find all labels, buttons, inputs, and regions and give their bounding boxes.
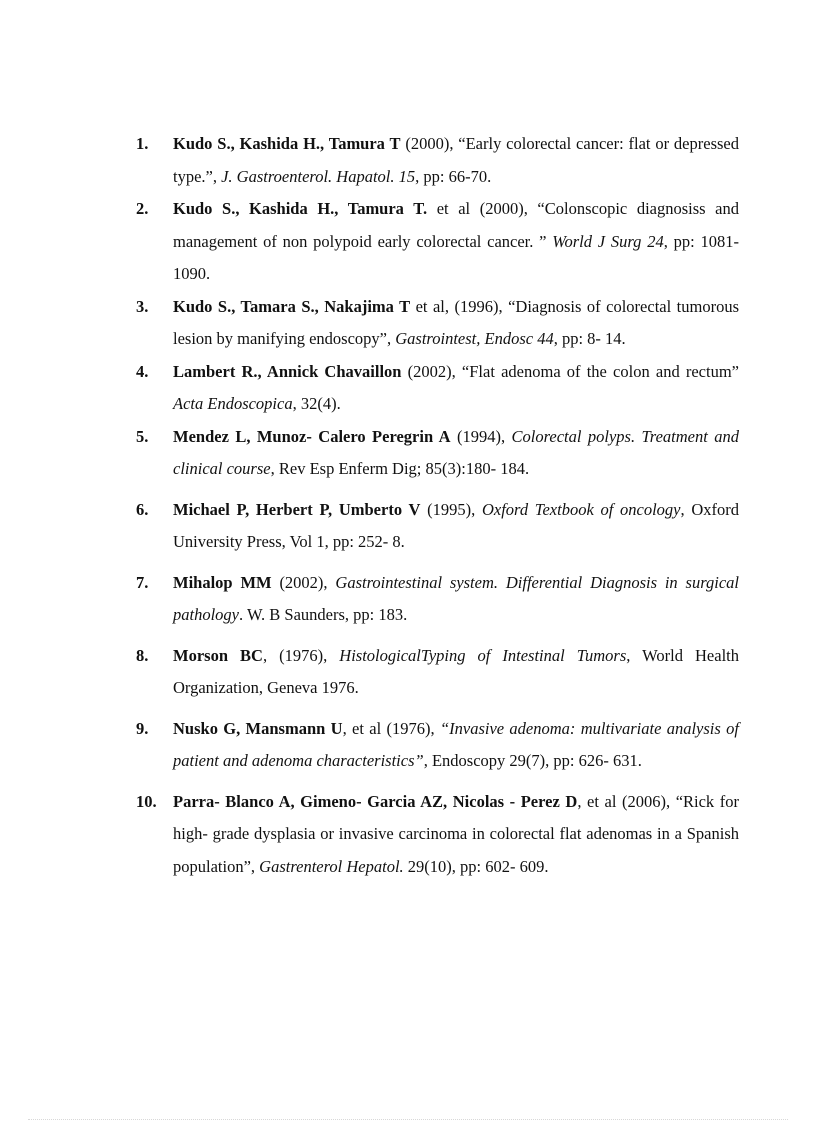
reference-details: , pp: 66-70. [415, 166, 492, 186]
reference-text: , et al (1976), [342, 718, 440, 738]
reference-text: (2000), “Early colorectal cancer: flat or depressed type.”, [173, 134, 739, 186]
reference-number: 2. [136, 199, 149, 218]
reference-text: , et al (2006), “Rick for high- grade dysplasia or invasive carcinoma in colorectal flat adenomas in a Spanish population”, [173, 791, 740, 876]
reference-item-5 [136, 421, 739, 486]
reference-authors: Mihalop MM [173, 572, 272, 592]
reference-item-3 [136, 291, 739, 356]
reference-item-4 [136, 356, 739, 421]
reference-authors: Nusko G, Mansmann U [173, 718, 343, 738]
reference-number: 5. [136, 426, 149, 446]
reference-item-10 [136, 786, 739, 884]
reference-authors: Michael P, Herbert P, Umberto V [173, 499, 421, 519]
reference-text: (2002), [271, 572, 336, 592]
reference-authors: Kudo S., Kashida H., Tamura T. [173, 199, 428, 218]
reference-source: Gastrenterol Hepatol. [259, 856, 404, 876]
reference-number: 7. [136, 572, 149, 592]
reference-source: Gastrointestinal system. Differential Diagnosis in surgical pathology [173, 572, 739, 624]
reference-source: “Invasive adenoma: multivariate analysis of patient and adenoma characteristics” [173, 718, 739, 770]
reference-text: (1995), [420, 499, 482, 519]
reference-details: , Endoscopy 29(7), pp: 626- 631. [423, 751, 642, 770]
reference-details: . W. B Saunders, pp: 183. [239, 605, 408, 624]
reference-authors: Morson BC [173, 645, 263, 665]
reference-details: , Oxford University Press, Vol 1, pp: 252- 8. [173, 499, 740, 551]
reference-source: World J Surg 24 [552, 231, 664, 251]
reference-item-6 [136, 494, 739, 559]
reference-list [136, 128, 739, 883]
reference-source: HistologicalTyping of Intestinal Tumors [339, 645, 627, 665]
reference-number: 4. [136, 361, 149, 381]
reference-details: , World Health Organization, Geneva 1976. [173, 645, 739, 697]
reference-authors: Lambert R., Annick Chavaillon [173, 361, 402, 381]
reference-details: , Rev Esp Enferm Dig; 85(3):180- 184. [270, 459, 530, 478]
reference-text: et al (2000), “Colonscopic diagnosiss and management of non polypoid early colorectal cancer. ” [173, 199, 740, 251]
reference-item-2 [136, 193, 739, 291]
reference-item-1 [136, 128, 739, 193]
reference-source: J. Gastroenterol. Hapatol. 15 [221, 166, 416, 186]
reference-item-9 [136, 713, 739, 778]
reference-authors: Kudo S., Tamara S., Nakajima T [173, 296, 411, 316]
reference-text: et al, (1996), “Diagnosis of colorectal tumorous lesion by manifying endoscopy”, [173, 296, 739, 348]
reference-number: 6. [136, 499, 149, 519]
reference-source: Oxford Textbook of oncology [481, 499, 681, 519]
reference-number: 1. [136, 134, 149, 153]
reference-text: (1994), [450, 426, 512, 446]
reference-authors: Mendez L, Munoz- Calero Peregrin A [173, 426, 451, 446]
reference-details: , pp: 1081- 1090. [173, 231, 739, 283]
reference-text: (2002), “Flat adenoma of the colon and rectum” [401, 361, 739, 381]
reference-number: 8. [136, 645, 149, 665]
reference-details: 29(10), pp: 602- 609. [403, 856, 549, 876]
reference-item-8 [136, 640, 739, 705]
reference-authors: Kudo S., Kashida H., Tamura T [173, 134, 401, 153]
reference-number: 3. [136, 296, 149, 316]
reference-number: 10. [136, 791, 157, 811]
reference-number: 9. [136, 718, 149, 738]
reference-source: Acta Endoscopica [173, 394, 293, 413]
reference-details: , 32(4). [292, 394, 341, 413]
reference-source: Colorectal polyps. Treatment and clinical course [173, 426, 739, 478]
reference-authors: Parra- Blanco A, Gimeno- Garcia AZ, Nicolas - Perez D [173, 791, 578, 811]
reference-details: , pp: 8- 14. [553, 329, 626, 348]
page-bottom-divider [28, 1119, 788, 1120]
reference-source: Gastrointest, Endosc 44 [395, 329, 554, 348]
reference-text: , (1976), [262, 645, 340, 665]
reference-item-7 [136, 567, 739, 632]
